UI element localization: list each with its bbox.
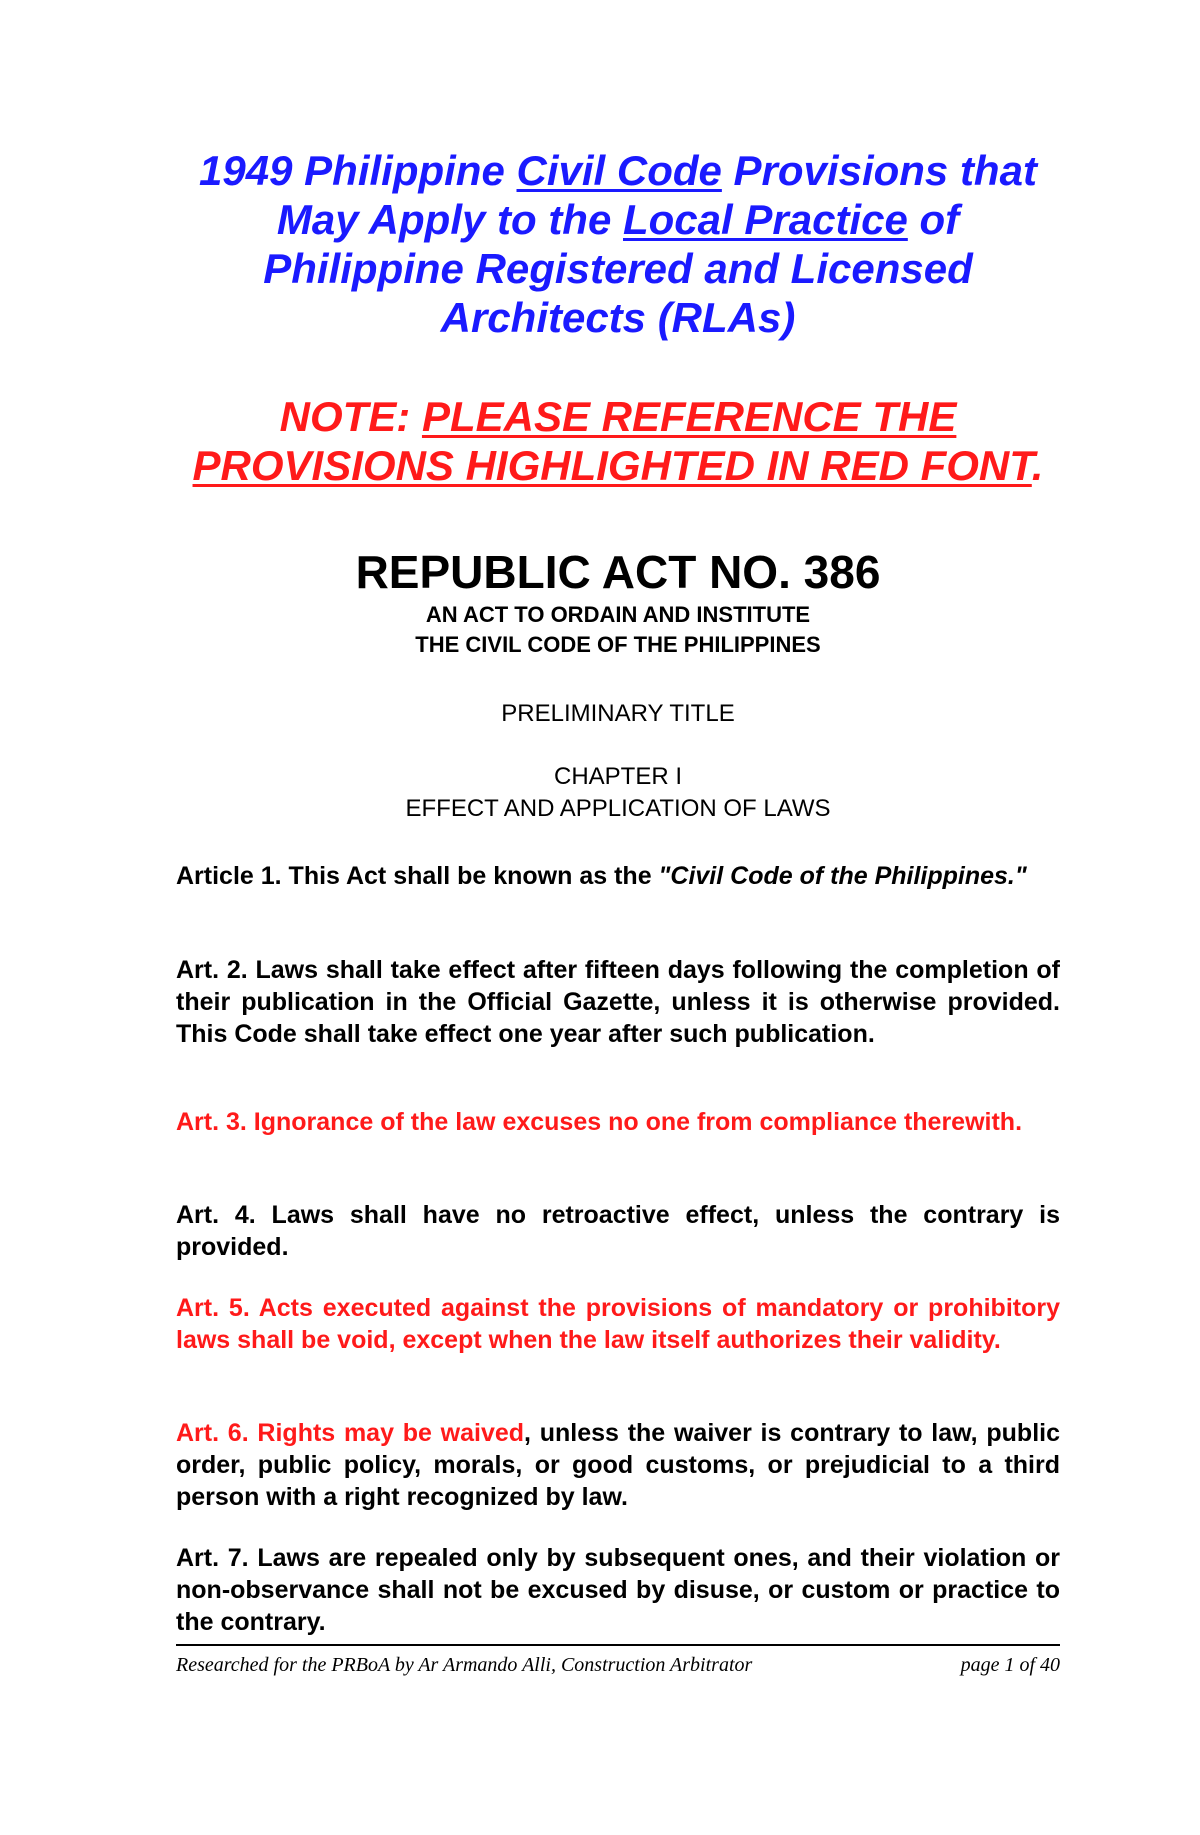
title-local-practice-underlined: Local Practice (623, 196, 908, 243)
article-1-label: Article 1. (176, 862, 282, 890)
article-4: Art. 4. Laws shall have no retroactive effect, unless the contrary is provided. (176, 1201, 1060, 1261)
title-civil-code-underlined: Civil Code (516, 147, 722, 194)
document-title (176, 146, 1060, 342)
article-7: Art. 7. Laws are repealed only by subsequent ones, and their violation or non-observance shall not be excused by disuse, or custom or practice to the contrary. (176, 1544, 1060, 1636)
note-prefix: NOTE: (279, 393, 422, 440)
act-heading: REPUBLIC ACT NO. 386 (355, 546, 881, 598)
page-number: page 1 of 40 (960, 1654, 1060, 1676)
act-subtitle (176, 600, 1060, 660)
preliminary-title: PRELIMINARY TITLE (501, 700, 735, 727)
note-suffix: . (1031, 442, 1044, 489)
page-footer (176, 1652, 1060, 1678)
article-6-rest: , unless the waiver is contrary to law, public order, public policy, morals, or good customs, or prejudicial to a third person with a right recognized by law. (176, 1419, 1060, 1511)
footer-divider (176, 1644, 1060, 1646)
note-red-font (176, 392, 1060, 490)
footer-credit: Researched for the PRBoA by Ar Armando Alli, Construction Arbitrator (176, 1654, 753, 1676)
article-1 (176, 860, 1060, 892)
article-6-highlighted-part: Art. 6. Rights may be waived (176, 1419, 525, 1447)
article-2: Art. 2. Laws shall take effect after fifteen days following the completion of their publication in the Official Gazette, unless it is otherwise provided. This Code shall take effect one year after such publication. (176, 956, 1060, 1048)
article-1-text: This Act shall be known as the (281, 862, 659, 890)
article-1-italic-name: "Civil Code of the Philippines." (658, 862, 1027, 890)
act-subtitle-line-2: THE CIVIL CODE OF THE PHILIPPINES (415, 632, 821, 657)
article-3-highlighted: Art. 3. Ignorance of the law excuses no one from compliance therewith. (176, 1108, 1023, 1136)
article-6 (176, 1417, 1060, 1513)
title-part-2: Provisions that May Apply to the (276, 147, 1037, 243)
title-part-3: of Philippine Registered and Licensed Architects (RLAs) (263, 196, 973, 341)
chapter-number: CHAPTER I (553, 763, 682, 790)
article-5-highlighted: Art. 5. Acts executed against the provisions of mandatory or prohibitory laws shall be void, except when the law itself authorizes their validity. (176, 1294, 1060, 1354)
act-subtitle-line-1: AN ACT TO ORDAIN AND INSTITUTE (425, 602, 811, 627)
note-underlined-text: PLEASE REFERENCE THE PROVISIONS HIGHLIGHTED IN RED FONT (192, 393, 1032, 489)
chapter-title: EFFECT AND APPLICATION OF LAWS (405, 795, 831, 822)
title-part-1: 1949 Philippine (199, 147, 517, 194)
